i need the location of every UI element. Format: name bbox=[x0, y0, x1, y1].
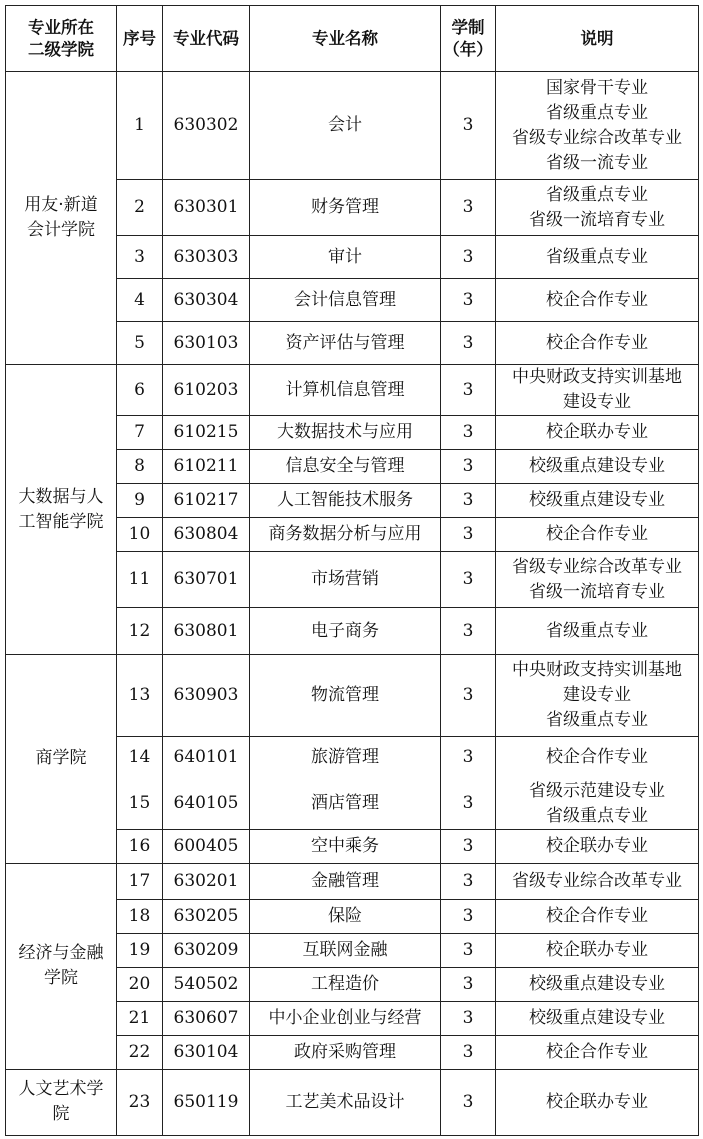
name-cell: 大数据技术与应用 bbox=[250, 416, 441, 450]
years-cell: 3 bbox=[441, 779, 496, 830]
name-cell: 商务数据分析与应用 bbox=[250, 518, 441, 552]
years-cell: 3 bbox=[441, 450, 496, 484]
code-cell: 630701 bbox=[163, 552, 250, 608]
seq-cell: 21 bbox=[117, 1001, 163, 1035]
code-cell: 630903 bbox=[163, 655, 250, 737]
years-cell: 3 bbox=[441, 236, 496, 279]
college-cell: 大数据与人 工智能学院 bbox=[6, 365, 117, 655]
note-cell: 校企联办专业 bbox=[496, 416, 699, 450]
code-cell: 610217 bbox=[163, 484, 250, 518]
years-cell: 3 bbox=[441, 899, 496, 933]
years-cell: 3 bbox=[441, 1069, 496, 1135]
note-cell: 校级重点建设专业 bbox=[496, 450, 699, 484]
note-cell: 省级重点专业 bbox=[496, 236, 699, 279]
note-cell: 校企合作专业 bbox=[496, 322, 699, 365]
code-cell: 640101 bbox=[163, 737, 250, 779]
code-cell: 650119 bbox=[163, 1069, 250, 1135]
name-cell: 电子商务 bbox=[250, 608, 441, 655]
code-cell: 630804 bbox=[163, 518, 250, 552]
seq-cell: 6 bbox=[117, 365, 163, 416]
code-cell: 630104 bbox=[163, 1035, 250, 1069]
years-cell: 3 bbox=[441, 416, 496, 450]
name-cell: 资产评估与管理 bbox=[250, 322, 441, 365]
years-cell: 3 bbox=[441, 279, 496, 322]
seq-cell: 1 bbox=[117, 72, 163, 180]
note-cell: 校企合作专业 bbox=[496, 518, 699, 552]
name-cell: 金融管理 bbox=[250, 863, 441, 899]
name-cell: 人工智能技术服务 bbox=[250, 484, 441, 518]
years-cell: 3 bbox=[441, 863, 496, 899]
note-cell: 校级重点建设专业 bbox=[496, 1001, 699, 1035]
seq-cell: 22 bbox=[117, 1035, 163, 1069]
seq-cell: 23 bbox=[117, 1069, 163, 1135]
note-cell: 中央财政支持实训基地 建设专业 省级重点专业 bbox=[496, 655, 699, 737]
code-cell: 630303 bbox=[163, 236, 250, 279]
years-cell: 3 bbox=[441, 322, 496, 365]
name-cell: 工艺美术品设计 bbox=[250, 1069, 441, 1135]
code-cell: 630209 bbox=[163, 933, 250, 967]
note-cell: 省级重点专业 bbox=[496, 608, 699, 655]
name-cell: 工程造价 bbox=[250, 967, 441, 1001]
years-cell: 3 bbox=[441, 1001, 496, 1035]
note-cell: 省级专业综合改革专业 省级一流培育专业 bbox=[496, 552, 699, 608]
code-cell: 630201 bbox=[163, 863, 250, 899]
note-cell: 校级重点建设专业 bbox=[496, 484, 699, 518]
header-name: 专业名称 bbox=[250, 6, 441, 72]
seq-cell: 10 bbox=[117, 518, 163, 552]
header-code: 专业代码 bbox=[163, 6, 250, 72]
name-cell: 计算机信息管理 bbox=[250, 365, 441, 416]
seq-cell: 7 bbox=[117, 416, 163, 450]
code-cell: 630205 bbox=[163, 899, 250, 933]
table-row bbox=[6, 655, 699, 737]
seq-cell: 4 bbox=[117, 279, 163, 322]
college-cell: 人文艺术学 院 bbox=[6, 1069, 117, 1135]
years-cell: 3 bbox=[441, 180, 496, 236]
seq-cell: 16 bbox=[117, 829, 163, 863]
name-cell: 互联网金融 bbox=[250, 933, 441, 967]
seq-cell: 9 bbox=[117, 484, 163, 518]
code-cell: 630304 bbox=[163, 279, 250, 322]
name-cell: 市场营销 bbox=[250, 552, 441, 608]
code-cell: 630302 bbox=[163, 72, 250, 180]
header-seq: 序号 bbox=[117, 6, 163, 72]
years-cell: 3 bbox=[441, 552, 496, 608]
name-cell: 中小企业创业与经营 bbox=[250, 1001, 441, 1035]
name-cell: 物流管理 bbox=[250, 655, 441, 737]
note-cell: 校企合作专业 bbox=[496, 279, 699, 322]
note-cell: 校企联办专业 bbox=[496, 1069, 699, 1135]
code-cell: 610215 bbox=[163, 416, 250, 450]
name-cell: 审计 bbox=[250, 236, 441, 279]
code-cell: 600405 bbox=[163, 829, 250, 863]
code-cell: 640105 bbox=[163, 779, 250, 830]
seq-cell: 3 bbox=[117, 236, 163, 279]
seq-cell: 15 bbox=[117, 779, 163, 830]
code-cell: 540502 bbox=[163, 967, 250, 1001]
note-cell: 校企联办专业 bbox=[496, 829, 699, 863]
note-cell: 省级专业综合改革专业 bbox=[496, 863, 699, 899]
years-cell: 3 bbox=[441, 518, 496, 552]
code-cell: 610211 bbox=[163, 450, 250, 484]
code-cell: 630103 bbox=[163, 322, 250, 365]
years-cell: 3 bbox=[441, 829, 496, 863]
note-cell: 国家骨干专业 省级重点专业 省级专业综合改革专业 省级一流专业 bbox=[496, 72, 699, 180]
seq-cell: 8 bbox=[117, 450, 163, 484]
seq-cell: 5 bbox=[117, 322, 163, 365]
college-cell: 经济与金融 学院 bbox=[6, 863, 117, 1069]
name-cell: 酒店管理 bbox=[250, 779, 441, 830]
years-cell: 3 bbox=[441, 933, 496, 967]
note-cell: 中央财政支持实训基地 建设专业 bbox=[496, 365, 699, 416]
note-cell: 校企合作专业 bbox=[496, 737, 699, 779]
years-cell: 3 bbox=[441, 737, 496, 779]
table-row bbox=[6, 72, 699, 180]
seq-cell: 12 bbox=[117, 608, 163, 655]
name-cell: 政府采购管理 bbox=[250, 1035, 441, 1069]
name-cell: 会计 bbox=[250, 72, 441, 180]
note-cell: 省级重点专业 省级一流培育专业 bbox=[496, 180, 699, 236]
header-row bbox=[6, 6, 699, 72]
code-cell: 630607 bbox=[163, 1001, 250, 1035]
name-cell: 财务管理 bbox=[250, 180, 441, 236]
code-cell: 630301 bbox=[163, 180, 250, 236]
seq-cell: 2 bbox=[117, 180, 163, 236]
name-cell: 信息安全与管理 bbox=[250, 450, 441, 484]
header-years: 学制 （年） bbox=[441, 6, 496, 72]
years-cell: 3 bbox=[441, 484, 496, 518]
seq-cell: 17 bbox=[117, 863, 163, 899]
code-cell: 630801 bbox=[163, 608, 250, 655]
table-row bbox=[6, 863, 699, 899]
name-cell: 空中乘务 bbox=[250, 829, 441, 863]
college-cell: 用友·新道 会计学院 bbox=[6, 72, 117, 365]
seq-cell: 11 bbox=[117, 552, 163, 608]
table-row bbox=[6, 1069, 699, 1135]
seq-cell: 19 bbox=[117, 933, 163, 967]
seq-cell: 14 bbox=[117, 737, 163, 779]
name-cell: 旅游管理 bbox=[250, 737, 441, 779]
header-college: 专业所在 二级学院 bbox=[6, 6, 117, 72]
note-cell: 省级示范建设专业 省级重点专业 bbox=[496, 779, 699, 830]
note-cell: 校级重点建设专业 bbox=[496, 967, 699, 1001]
college-cell: 商学院 bbox=[6, 655, 117, 864]
majors-table bbox=[5, 5, 699, 1136]
years-cell: 3 bbox=[441, 655, 496, 737]
seq-cell: 18 bbox=[117, 899, 163, 933]
name-cell: 保险 bbox=[250, 899, 441, 933]
years-cell: 3 bbox=[441, 72, 496, 180]
years-cell: 3 bbox=[441, 1035, 496, 1069]
years-cell: 3 bbox=[441, 365, 496, 416]
seq-cell: 20 bbox=[117, 967, 163, 1001]
table-row bbox=[6, 365, 699, 416]
note-cell: 校企联办专业 bbox=[496, 933, 699, 967]
name-cell: 会计信息管理 bbox=[250, 279, 441, 322]
seq-cell: 13 bbox=[117, 655, 163, 737]
note-cell: 校企合作专业 bbox=[496, 1035, 699, 1069]
code-cell: 610203 bbox=[163, 365, 250, 416]
note-cell: 校企合作专业 bbox=[496, 899, 699, 933]
header-note: 说明 bbox=[496, 6, 699, 72]
years-cell: 3 bbox=[441, 967, 496, 1001]
years-cell: 3 bbox=[441, 608, 496, 655]
